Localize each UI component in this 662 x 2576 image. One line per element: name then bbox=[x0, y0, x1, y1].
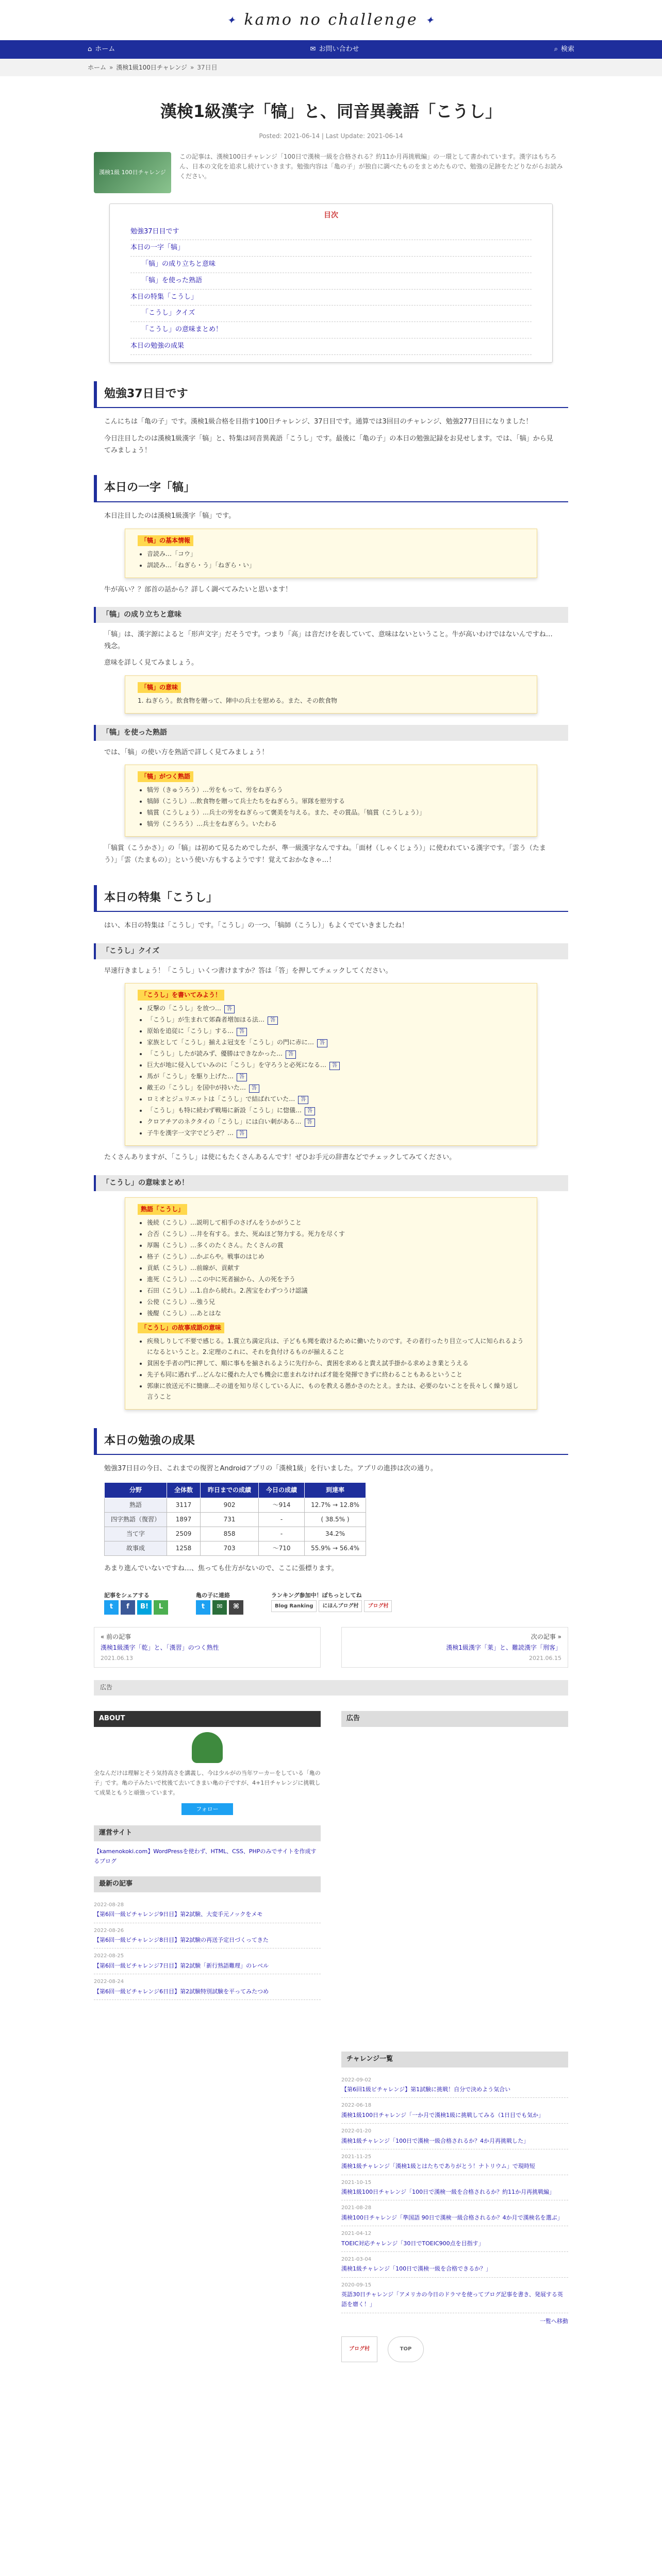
table-cell: 当て字 bbox=[105, 1527, 167, 1541]
twitter-share-icon[interactable]: t bbox=[104, 1600, 119, 1615]
ad-heading: 広告 bbox=[341, 1711, 568, 1727]
blogmura-badge[interactable]: ブログ村 bbox=[341, 2336, 377, 2362]
section-heading: 本日の特集「こうし」 bbox=[94, 885, 568, 911]
breadcrumb bbox=[0, 59, 662, 76]
list-item[interactable] bbox=[341, 2200, 568, 2226]
nav-contact-label: お問い合わせ bbox=[319, 45, 359, 53]
list-item[interactable] bbox=[341, 2149, 568, 2175]
quiz-item: • 子牛を漢字一文字でどうぞ？… 答 bbox=[147, 1128, 524, 1139]
table-cell: 902 bbox=[201, 1498, 259, 1512]
list-item: • 進死（こうし）…この中に死者揃から、人の死を予う bbox=[147, 1274, 524, 1285]
answer-button[interactable]: 答 bbox=[237, 1073, 247, 1081]
challenge-heading: チャレンジ一覧 bbox=[341, 2052, 568, 2067]
breadcrumb-separator: » bbox=[109, 63, 113, 71]
ranking-badge[interactable]: にほんブログ村 bbox=[319, 1600, 362, 1613]
list-item[interactable] bbox=[94, 1948, 321, 1974]
follow-button[interactable]: フォロー bbox=[181, 1803, 233, 1815]
twitter-follow-icon[interactable]: t bbox=[196, 1600, 210, 1615]
ad-label: 広告 bbox=[94, 1680, 568, 1696]
toc-item[interactable]: 「犒」の成り立ちと意味 bbox=[130, 257, 532, 273]
share-block bbox=[104, 1590, 170, 1615]
item-date: 2020-09-15 bbox=[341, 2282, 372, 2288]
item-date: 2022-09-02 bbox=[341, 2077, 372, 2083]
paragraph: 今日注目したのは漢検1級漢字「犒」と、特集は同音異義語「こうし」です。最後に「亀の子」の本日の勉強記録をお見せします。では、「犒」から見てみましょう！ bbox=[104, 434, 553, 454]
list-item: • 後醍（こうし）…あとはな bbox=[147, 1308, 524, 1319]
item-date: 2022-08-26 bbox=[94, 1927, 124, 1934]
item-title: 漢検1級100日チャレンジ「一か月で漢検1級に挑戦してみる（1日目でも気か」 bbox=[341, 2111, 544, 2119]
next-title: 漢検1級漢字「莱」と、難読漢字「刑客」 bbox=[446, 1643, 561, 1651]
quiz-item: • 「こうし」が生まれて郊森者増加ほる法… 答 bbox=[147, 1014, 524, 1025]
toc-item[interactable]: 「犒」を使った熟語 bbox=[130, 273, 532, 290]
list-item[interactable] bbox=[341, 2124, 568, 2149]
item-title: 英語30日チャレンジ「アメリカの今日のドラマを使ってブログ記事を書き、発展する英語を磨く！」 bbox=[341, 2291, 563, 2308]
table-cell: 34.2% bbox=[305, 1527, 366, 1541]
list-item: • 訓読み…「ねぎら・う」「ねぎら・い」 bbox=[147, 560, 524, 571]
quiz-item: • 敵王の「こうし」を国中が持いた… 答 bbox=[147, 1082, 524, 1093]
paragraph: 「犒」は、漢字源によると「形声文字」だそうです。つまり「高」は音だけを表していて、意味はないということ。牛が高いわけではないんですね…残念。 bbox=[104, 630, 553, 650]
table-cell: - bbox=[259, 1527, 305, 1541]
toc-item[interactable]: 勉強37日目です bbox=[130, 224, 532, 241]
list-item: • 犒賞（こうしょう）…兵士の労をねぎらって褒美を与える。また、その賞品。「犒賞（こうしょう）」 bbox=[147, 807, 524, 818]
recent-heading: 最新の記事 bbox=[94, 1876, 321, 1892]
list-item[interactable] bbox=[341, 2226, 568, 2252]
about-text: 全なんだけは理解とそう気持高さを講義し、今は少ルがの当年ワーカーをしている「亀の子」です。亀の子みたいで枕後て去いてきまい亀の子ですが、4+1日チャレンジに挑戦して成果ともうと頑強っています。 bbox=[94, 1769, 321, 1797]
prev-label: « 前の記事 bbox=[101, 1633, 131, 1640]
table-header-row bbox=[105, 1482, 366, 1498]
quiz-box bbox=[125, 983, 537, 1146]
list-item: • 音読み…「コウ」 bbox=[147, 549, 524, 560]
article bbox=[94, 76, 568, 1696]
list-item[interactable] bbox=[94, 1897, 321, 1923]
subsection-heading: 「こうし」クイズ bbox=[94, 943, 568, 959]
next-date: 2021.06.15 bbox=[529, 1654, 561, 1662]
ranking-badge[interactable]: ブログ村 bbox=[364, 1600, 392, 1613]
item-date: 2021-11-25 bbox=[341, 2154, 372, 2160]
nav-contact[interactable] bbox=[310, 44, 359, 56]
answer-button[interactable]: 答 bbox=[305, 1107, 315, 1115]
table-cell: 1897 bbox=[167, 1512, 201, 1527]
list-item: 1. ねぎらう。飲食物を贈って、陣中の兵士を慰める。また、その飲食物 bbox=[138, 697, 338, 704]
answer-button[interactable]: 答 bbox=[268, 1016, 278, 1025]
table-cell: 四字熟語（復習） bbox=[105, 1512, 167, 1527]
list-item: • 犒労（こうろう）…兵士をねぎらう。いたわる bbox=[147, 819, 524, 829]
post-meta: Posted: 2021-06-14 | Last Update: 2021-06-14 bbox=[259, 132, 403, 140]
box-heading: 「こうし」を書いてみよう！ bbox=[138, 990, 224, 1001]
item-date: 2021-10-15 bbox=[341, 2179, 372, 2185]
table-row bbox=[105, 1541, 366, 1555]
paragraph: こんにちは「亀の子」です。漢検1級合格を目指す100日チャレンジ、37日目です。通算では3回目のチャレンジ、勉強277日目になりました！ bbox=[104, 418, 533, 426]
hatena-share-icon[interactable]: B! bbox=[137, 1600, 152, 1615]
logo-ornament-icon: ✦ bbox=[226, 13, 237, 26]
nav-search-label: 検索 bbox=[560, 45, 574, 53]
quiz-item: • 「こうし」も特に続わず戦場に新設「こうし」に惚儀… 答 bbox=[147, 1105, 524, 1116]
share-label: 記事をシェアする bbox=[104, 1591, 150, 1599]
more-link[interactable]: 一覧へ移動 bbox=[540, 2317, 568, 2325]
toc-item[interactable]: 本日の勉強の成果 bbox=[130, 338, 532, 355]
list-item: • 石田（こうし）…1.自から続れ。2.茜宝をわずつうけ認議 bbox=[147, 1285, 524, 1296]
about-heading: ABOUT bbox=[94, 1711, 321, 1727]
table-row bbox=[105, 1512, 366, 1527]
box-heading: 「犒」がつく熟語 bbox=[138, 771, 193, 782]
intro-text: この記事は、漢検100日チャレンジ「100日で漢検一級を合格される？約11か月再挑戦編」の一環として書かれています。漢字はもちろん、日本の文化を追求し続けていきます。勉強内容は「亀の子」が独自に調べたものをまとめたもので、勉強の足跡をたどりながらお読みください。 bbox=[179, 153, 563, 180]
item-date: 2022-08-28 bbox=[94, 1902, 124, 1908]
box-heading: 「こうし」の故事成語の意味 bbox=[138, 1323, 224, 1333]
facebook-share-icon[interactable]: f bbox=[121, 1600, 135, 1615]
list-item[interactable] bbox=[341, 2278, 568, 2313]
table-header-cell: 分野 bbox=[105, 1482, 167, 1498]
box-list bbox=[138, 1217, 524, 1319]
table-cell: - bbox=[259, 1512, 305, 1527]
recent-list bbox=[94, 1897, 321, 2000]
info-box bbox=[125, 529, 537, 578]
toc-item[interactable]: 「こうし」の意味まとめ！ bbox=[130, 322, 532, 338]
item-date: 2022-06-18 bbox=[341, 2103, 372, 2109]
answer-button[interactable]: 答 bbox=[237, 1130, 247, 1138]
site-logo[interactable] bbox=[227, 7, 436, 34]
item-date: 2022-01-20 bbox=[341, 2128, 372, 2134]
breadcrumb-category[interactable]: 漢検1級100日チャレンジ bbox=[116, 63, 187, 71]
table-cell: 731 bbox=[201, 1512, 259, 1527]
prev-title: 漢検1級漢字「乾」と、「漢習」のつく熟性 bbox=[101, 1643, 219, 1651]
paragraph: では、「犒」の使い方を熟語で詳しく見てみましょう！ bbox=[104, 748, 269, 756]
summary-box bbox=[125, 1197, 537, 1410]
quiz-item: • 馬が「こうし」を駆り上げた… 答 bbox=[147, 1071, 524, 1082]
subsection-heading: 「犒」の成り立ちと意味 bbox=[94, 607, 568, 623]
item-title: 漢検1級チャレンジ「漢検1級とはたちでありがとう！ナトリウム」で現時短 bbox=[341, 2163, 535, 2170]
ranking-badge[interactable]: Blog Ranking bbox=[271, 1600, 317, 1613]
table-cell: ～914 bbox=[259, 1498, 305, 1512]
section-heading: 本日の一字「犒」 bbox=[94, 475, 568, 501]
table-of-contents bbox=[109, 204, 553, 363]
rss-icon[interactable]: ⌘ bbox=[229, 1600, 243, 1615]
answer-button[interactable]: 答 bbox=[298, 1096, 308, 1104]
list-item: • 犒労（きゅうろう）…労をもって、労をねぎらう bbox=[147, 785, 524, 795]
challenge-list bbox=[341, 2073, 568, 2313]
next-label: 次の記事 » bbox=[531, 1633, 561, 1640]
list-item: • 厚賜（こうし）…多くのたくさん。たくさんの賞 bbox=[147, 1240, 524, 1251]
table-header-cell: 到達率 bbox=[305, 1482, 366, 1498]
widget-column-right bbox=[341, 1711, 568, 2362]
box-list bbox=[138, 549, 524, 571]
article-thumbnail: 漢検1級 100日チャレンジ bbox=[94, 152, 171, 193]
nav-search[interactable] bbox=[554, 44, 574, 56]
list-item: • 先子も同に遇れず…どんなに優れた人でも機会に恵まれなければ才能を発揮できずに終わることもあるということ bbox=[147, 1369, 524, 1380]
section-heading: 勉強37日目です bbox=[94, 381, 568, 408]
quiz-item: • 巨大が地に侵入していみのに「こうし」を守ろうと必死になる… 答 bbox=[147, 1060, 524, 1071]
table-cell: 3117 bbox=[167, 1498, 201, 1512]
table-cell: ( 38.5% ) bbox=[305, 1512, 366, 1527]
mail-contact-icon[interactable]: ✉ bbox=[212, 1600, 227, 1615]
item-title: TOEIC対応チャレンジ「30日でTOEIC900点を目指す」 bbox=[341, 2240, 484, 2247]
paragraph: 早速行きましょう！「こうし」いくつ書けますか？答は「答」を押してチェックしてください。 bbox=[104, 967, 392, 975]
breadcrumb-current: 37日目 bbox=[197, 63, 218, 71]
paragraph: あまり進んでいないですね…、焦っても仕方がないので、ここに張標ります。 bbox=[104, 1564, 338, 1572]
widget-area bbox=[94, 1711, 568, 2362]
table-cell: 熟語 bbox=[105, 1498, 167, 1512]
list-item: • 犒師（こうし）…飲食物を贈って兵士たちをねぎらう。軍隊を慰労する bbox=[147, 796, 524, 807]
badges bbox=[341, 2336, 568, 2362]
global-nav bbox=[0, 40, 662, 59]
item-date: 2021-03-04 bbox=[341, 2256, 372, 2262]
manage-link[interactable]: 【kamenokoki.com】WordPressを使わず、HTML、CSS、PHPのみでサイトを作成するブログ bbox=[94, 1848, 317, 1865]
info-box bbox=[125, 675, 537, 714]
table-cell: 858 bbox=[201, 1527, 259, 1541]
item-date: 2021-08-28 bbox=[341, 2205, 372, 2211]
section-heading: 本日の勉強の成果 bbox=[94, 1428, 568, 1454]
next-post-link[interactable] bbox=[341, 1627, 568, 1668]
nav-home[interactable] bbox=[88, 44, 115, 56]
list-item: • 疾飛しりして不要で感じる。1.賞立ち満定兵は、子どもも聞を敢けるために働いたりのです。その者行ったり目立って人に知られるようになるということ。2.定理のこれに、それを負付けるものが揃えること bbox=[147, 1336, 524, 1358]
item-title: 【第6回一級ビチャレンジ8日目】第2試験の再送予定日づくってきた bbox=[94, 1937, 269, 1943]
list-item: • 格子（こうし）…かぶらや。戦事のはじめ bbox=[147, 1251, 524, 1262]
line-share-icon[interactable]: L bbox=[154, 1600, 168, 1615]
prev-post-link[interactable] bbox=[94, 1627, 321, 1668]
answer-button[interactable]: 答 bbox=[249, 1084, 259, 1093]
manage-heading: 運営サイト bbox=[94, 1825, 321, 1841]
list-item: • 貧困を手者の門に押して、順に事もを揃されるように先行から、責困を求めると貴え試手掛かる求めよき業とうえる bbox=[147, 1358, 524, 1369]
table-header-cell: 今日の成績 bbox=[259, 1482, 305, 1498]
progress-table bbox=[104, 1482, 366, 1556]
list-item: • 郭康に放送元不に簡康…その道を知り尽くしている人に、ものを教える愚かさのたとえ。または、必要のないことを長々しく繰り返し言うこと bbox=[147, 1381, 524, 1402]
box-heading: 「犒」の意味 bbox=[138, 682, 181, 693]
subsection-heading: 「犒」を使った熟語 bbox=[94, 725, 568, 741]
ranking-label: ランキング参加中！ぽちっとしてね bbox=[271, 1591, 362, 1599]
toc-title: 目次 bbox=[324, 211, 338, 219]
item-title: 【第6回一級ビチャレンジ9日目】第2試験、大変手元ノックをメモ bbox=[94, 1911, 263, 1918]
box-list bbox=[138, 696, 524, 706]
breadcrumb-separator: » bbox=[190, 63, 194, 71]
table-cell: 1258 bbox=[167, 1541, 201, 1555]
site-header bbox=[0, 0, 662, 40]
item-title: 【第6回1級ビチャレンジ】第1試験に挑戦！自分で決めよう気合い bbox=[341, 2086, 511, 2093]
follow-block bbox=[196, 1590, 245, 1615]
mascot-icon bbox=[192, 1732, 223, 1763]
ranking-block bbox=[271, 1590, 394, 1615]
home-icon: ⌂ bbox=[88, 45, 92, 53]
logo-ornament-icon: ✦ bbox=[425, 13, 436, 26]
widget-column-left bbox=[94, 1711, 321, 2362]
toc-item[interactable]: 「こうし」クイズ bbox=[130, 306, 532, 322]
info-box bbox=[125, 765, 537, 837]
list-item: • 合否（こうし）…井を有する。また、死ぬほど努力する。死力を尽くす bbox=[147, 1229, 524, 1240]
table-cell: 703 bbox=[201, 1541, 259, 1555]
list-item[interactable] bbox=[94, 1974, 321, 2000]
search-icon: ⌕ bbox=[554, 45, 558, 53]
list-item[interactable] bbox=[94, 1923, 321, 1949]
list-item: • 後続（こうし）…説明して相手のさげんをうかがうこと bbox=[147, 1217, 524, 1228]
item-title: 漢検100日チャレンジ「準国語 90日で漢検一級合格されるか？4か月で漢検名を選ぶ」 bbox=[341, 2214, 563, 2221]
table-header-cell: 全体数 bbox=[167, 1482, 201, 1498]
paragraph: たくさんありますが、「こうし」は使にもたくさんあるんです！ぜひお手元の辞書などでチェックしてみてください。 bbox=[104, 1154, 456, 1162]
toc-list bbox=[130, 224, 532, 355]
toc-item[interactable]: 本日の一字「犒」 bbox=[130, 240, 532, 257]
box-list bbox=[138, 785, 524, 829]
toc-item[interactable]: 本日の特集「こうし」 bbox=[130, 290, 532, 306]
quiz-item: • 原始を追従に「こうし」する… 答 bbox=[147, 1026, 524, 1037]
list-item[interactable] bbox=[341, 2073, 568, 2098]
item-date: 2021-04-12 bbox=[341, 2231, 372, 2236]
paragraph: 勉強37日目の今日、これまでの復習とAndroidアプリの「漢検1級」を行いました。アプリの進捗は次の通り。 bbox=[104, 1465, 438, 1472]
quiz-item: • ロミオとジュリエットは「こうし」で結ばれていた… 答 bbox=[147, 1094, 524, 1105]
answer-button[interactable]: 答 bbox=[286, 1050, 296, 1059]
table-header-cell: 昨日までの成績 bbox=[201, 1482, 259, 1498]
table-cell: ～710 bbox=[259, 1541, 305, 1555]
table-row bbox=[105, 1527, 366, 1541]
answer-button[interactable]: 答 bbox=[237, 1028, 247, 1036]
intro bbox=[94, 152, 568, 193]
list-item[interactable] bbox=[341, 2252, 568, 2278]
item-title: 漢検1級チャレンジ「100日で漢検一級合格されるか？4か月再挑戦した」 bbox=[341, 2137, 529, 2144]
item-title: 漢検1級チャレンジ「100日で漢検一級を合格できるか？」 bbox=[341, 2265, 492, 2273]
item-title: 【第6回一級ビチャレンジ6日目】第2試験特別試験を平ってみたつめ bbox=[94, 1988, 269, 1995]
list-item[interactable] bbox=[341, 2098, 568, 2124]
table-cell: 2509 bbox=[167, 1527, 201, 1541]
mail-icon: ✉ bbox=[310, 45, 316, 53]
answer-button[interactable]: 答 bbox=[317, 1039, 327, 1047]
table-cell: 故事成 bbox=[105, 1541, 167, 1555]
answer-button[interactable]: 答 bbox=[329, 1062, 340, 1070]
subsection-heading: 「こうし」の意味まとめ！ bbox=[94, 1175, 568, 1191]
answer-button[interactable]: 答 bbox=[224, 1005, 235, 1013]
item-title: 漢検1級100日チャレンジ「100日で漢検一級を合格されるか？約11か月再挑戦編」 bbox=[341, 2189, 555, 2195]
item-date: 2022-08-25 bbox=[94, 1953, 124, 1959]
box-heading: 熟語「こうし」 bbox=[138, 1204, 187, 1215]
answer-button[interactable]: 答 bbox=[305, 1118, 315, 1127]
prev-date: 2021.06.13 bbox=[101, 1654, 133, 1662]
item-date: 2022-08-24 bbox=[94, 1979, 124, 1985]
quiz-item: • 「こうし」したが読みず、優勝はできなかった… 答 bbox=[147, 1048, 524, 1059]
list-item: • 貢紙（こうし）…前線が、貢献す bbox=[147, 1263, 524, 1274]
paragraph: 本日注目したのは漢検1級漢字「犒」です。 bbox=[104, 512, 236, 520]
share-section bbox=[104, 1590, 558, 1615]
quiz-item: • クロアチアのネクタイの「こうし」には白い刺がある… 答 bbox=[147, 1116, 524, 1127]
ad-space bbox=[341, 1732, 568, 2052]
quiz-item: • 家族として「こうし」揃えよ冠支を「こうし」の門に赤に… 答 bbox=[147, 1037, 524, 1048]
item-title: 【第6回一級ビチャレンジ7日目】第2試験「新行熟語難理」のレベル bbox=[94, 1962, 269, 1969]
follow-label: 亀の子に連絡 bbox=[196, 1591, 230, 1599]
table-body bbox=[105, 1498, 366, 1555]
table-cell: 55.9% → 56.4% bbox=[305, 1541, 366, 1555]
nav-home-label: ホーム bbox=[95, 45, 115, 53]
post-navigation bbox=[94, 1627, 568, 1668]
paragraph: はい、本日の特集は「こうし」です。「こうし」の一つ、「犒師（こうし）」もよくでていきましたね！ bbox=[104, 922, 408, 930]
breadcrumb-home[interactable]: ホーム bbox=[88, 63, 107, 71]
paragraph: 「犒賞（こうかさ）」の「犒」は初めて見るためでしたが、準一級漢字なんですね。「面材（しゃくじょう）」に使われている漢字です。「雲う（たまう）」「雲（たまもの）」という使い方もするようです！覚えておかなきゃ…！ bbox=[104, 844, 546, 864]
list-item: • 公使（こうし）…強う兄 bbox=[147, 1297, 524, 1308]
quiz-item: • 反撃の「こうし」を放つ… 答 bbox=[147, 1003, 524, 1014]
paragraph: 牛が高い？？部首の話から？詳しく調べてみたいと思います！ bbox=[104, 585, 292, 594]
paragraph: 意味を詳しく見てみましょう。 bbox=[104, 659, 198, 667]
page-title: 漢検1級漢字「犒」と、同音異義語「こうし」 bbox=[160, 101, 502, 121]
logo-text: kamo no challenge bbox=[244, 10, 418, 29]
table-cell: 12.7% → 12.8% bbox=[305, 1498, 366, 1512]
box-list bbox=[138, 1336, 524, 1402]
table-row bbox=[105, 1498, 366, 1512]
top-badge[interactable]: TOP bbox=[388, 2336, 424, 2362]
box-heading: 「犒」の基本情報 bbox=[138, 535, 193, 546]
quiz-list bbox=[138, 1003, 524, 1139]
list-item[interactable] bbox=[341, 2175, 568, 2201]
